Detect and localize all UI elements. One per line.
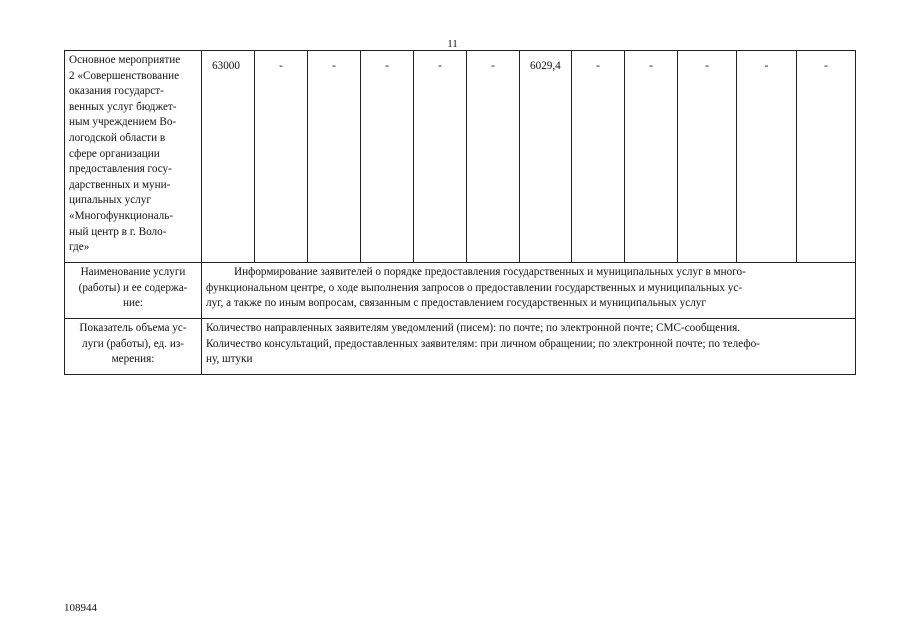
volume-label: Показатель объема ус- луги (работы), ед. из- мерения: bbox=[65, 319, 202, 375]
event-value-cell: - bbox=[361, 51, 414, 263]
event-row bbox=[65, 51, 856, 263]
service-name-label: Наименование услуги (работы) и ее содержа- ние: bbox=[65, 263, 202, 319]
event-label: Основное мероприятие 2 «Совершенствование оказания государст- венных услуг бюджет- ным учреждением Во- логодской области в сфере организации предоставления госу- дарственных и муни- ципальных услуг «Многофункциональ- ный центр в г. Воло- где» bbox=[65, 51, 202, 263]
page-number: 11 bbox=[447, 38, 458, 50]
event-value-cell: 63000 bbox=[202, 51, 255, 263]
service-name-row bbox=[65, 263, 856, 319]
service-name-line: луг, а также по иным вопросам, связанным с предоставлением государственных и муниципальных услуг bbox=[206, 297, 706, 310]
event-value-cell: - bbox=[308, 51, 361, 263]
event-value-cell: - bbox=[678, 51, 737, 263]
event-value-cell: - bbox=[737, 51, 797, 263]
event-value-cell: - bbox=[572, 51, 625, 263]
event-value-cell: 6029,4 bbox=[520, 51, 572, 263]
event-value-cell: - bbox=[625, 51, 678, 263]
service-name-text bbox=[202, 263, 856, 319]
event-value-cell: - bbox=[414, 51, 467, 263]
volume-line: Количество направленных заявителям уведомлений (писем): по почте; по электронной почте; СМС-сообщения. bbox=[206, 322, 741, 334]
program-table bbox=[64, 50, 856, 375]
event-value-cell: - bbox=[255, 51, 308, 263]
event-value-cell: - bbox=[797, 51, 856, 263]
volume-row bbox=[65, 319, 856, 375]
service-name-line: Информирование заявителей о порядке предоставления государственных и муниципальных услуг в много- bbox=[234, 266, 746, 278]
event-value-cell: - bbox=[467, 51, 520, 263]
footer-code: 108944 bbox=[64, 602, 97, 614]
service-name-line: функциональном центре, о ходе выполнения запросов о предоставлении государственных и муниципальных ус- bbox=[206, 281, 743, 294]
volume-line: Количество консультаций, предоставленных заявителям: при личном обращении; по электронной почте; по телефо- bbox=[206, 337, 760, 350]
volume-text bbox=[202, 319, 856, 375]
volume-line: ну, штуки bbox=[206, 353, 253, 366]
